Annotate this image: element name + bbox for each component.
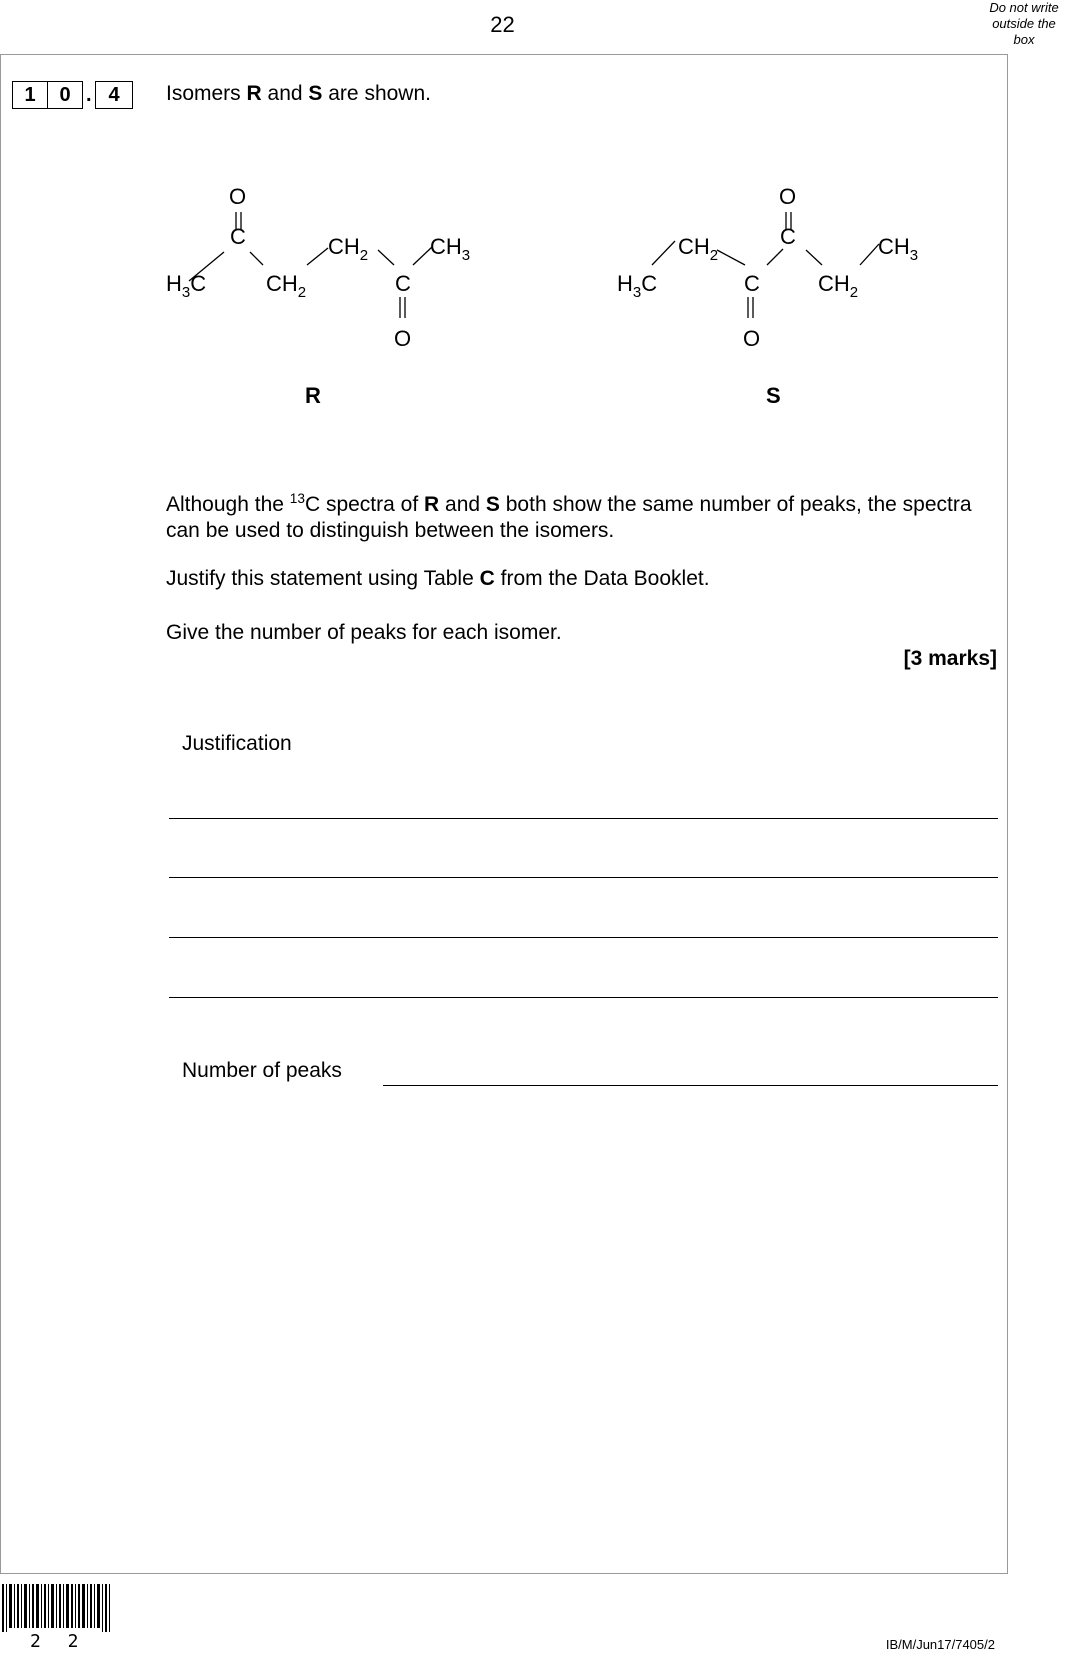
- r-methylene-1-sub: 2: [297, 284, 307, 301]
- intro-text-3: are shown.: [322, 82, 431, 105]
- margin-note-line-3: box: [1013, 32, 1035, 47]
- s-methyl-right: [878, 234, 918, 264]
- isomer-label-r: R: [305, 383, 321, 408]
- stem-text-1: Although the: [166, 493, 290, 516]
- stem-isomer-r: R: [424, 493, 440, 516]
- r-methylene-1-ch: CH: [266, 271, 298, 296]
- number-of-peaks-answer-line[interactable]: [383, 1085, 998, 1086]
- s-oxygen-bottom: O: [743, 326, 761, 351]
- r-carbonyl-carbon-1: C: [230, 224, 246, 249]
- question-number-box-3: 4: [95, 81, 133, 109]
- r-methyl-left-h: H: [166, 271, 182, 296]
- stem-text-2: C spectra of: [304, 493, 425, 516]
- s-methylene-2-ch: CH: [818, 271, 850, 296]
- r-oxygen-bottom: O: [394, 326, 412, 351]
- s-methyl-left-c: C: [641, 271, 658, 296]
- page-number: 22: [490, 12, 515, 37]
- isomer-structures: [0, 170, 1005, 410]
- justify-text-1: Justify this statement using Table: [166, 567, 480, 590]
- question-number-box-1: 1: [12, 81, 48, 109]
- s-methyl-right-sub: 3: [909, 247, 919, 264]
- intro-isomer-r: R: [246, 82, 262, 105]
- r-methyl-right-sub: 3: [461, 247, 471, 264]
- justify-instruction: [166, 566, 710, 592]
- question-intro: [166, 81, 431, 107]
- r-carbonyl-carbon-2: C: [395, 271, 411, 296]
- peaks-instruction: Give the number of peaks for each isomer.: [166, 621, 562, 644]
- r-methyl-right: [430, 234, 470, 264]
- stem-superscript: 13: [289, 491, 305, 506]
- s-oxygen-top: O: [779, 184, 797, 209]
- r-methylene-1: [266, 271, 306, 301]
- r-methyl-right-ch: CH: [430, 234, 462, 259]
- s-methylene-1-ch: CH: [678, 234, 710, 259]
- s-methyl-left-h: H: [617, 271, 633, 296]
- r-methylene-2: [328, 234, 368, 264]
- r-methyl-left-c: C: [190, 271, 207, 296]
- paper-reference-code: IB/M/Jun17/7405/2: [885, 1637, 995, 1652]
- bond-lines: [189, 212, 879, 318]
- answer-line-2[interactable]: [169, 877, 998, 878]
- answer-line-3[interactable]: [169, 937, 998, 938]
- s-methyl-left: [617, 271, 657, 301]
- r-methyl-left-sub: 3: [181, 284, 191, 301]
- s-carbonyl-carbon-1: C: [744, 271, 760, 296]
- s-methylene-2: [818, 271, 858, 301]
- justification-label: Justification: [182, 732, 292, 755]
- r-methylene-2-ch: CH: [328, 234, 360, 259]
- margin-note-line-1: Do not write: [989, 0, 1059, 15]
- question-number-box-2: 0: [47, 81, 83, 109]
- s-methylene-1-sub: 2: [709, 247, 719, 264]
- s-methylene-1: [678, 234, 718, 264]
- r-oxygen-top: O: [229, 184, 247, 209]
- s-carbonyl-carbon-2: C: [780, 224, 796, 249]
- answer-line-4[interactable]: [169, 997, 998, 998]
- s-methyl-left-sub: 3: [632, 284, 642, 301]
- intro-isomer-s: S: [308, 82, 323, 105]
- s-methyl-right-ch: CH: [878, 234, 910, 259]
- intro-text-2: and: [261, 82, 309, 105]
- intro-text-1: Isomers: [166, 82, 247, 105]
- r-methylene-2-sub: 2: [359, 247, 369, 264]
- justify-table-letter: C: [479, 567, 495, 590]
- marks-allocation: [3 marks]: [903, 647, 997, 670]
- r-methyl-left: [166, 271, 206, 301]
- stem-isomer-s: S: [485, 493, 500, 516]
- stem-text-4: both show the same number of peaks, the spectra can be used to distinguish between the isomers.: [166, 493, 972, 542]
- margin-note: [980, 0, 1068, 48]
- question-number-separator: .: [86, 84, 92, 106]
- s-methylene-2-sub: 2: [849, 284, 859, 301]
- barcode-image: [0, 1584, 115, 1632]
- stem-text-3: and: [439, 493, 486, 516]
- justify-text-2: from the Data Booklet.: [494, 567, 710, 590]
- barcode-digits: 2 2: [30, 1631, 87, 1652]
- margin-note-line-2: outside the: [992, 16, 1056, 31]
- answer-line-1[interactable]: [169, 818, 998, 819]
- number-of-peaks-label: Number of peaks: [182, 1059, 342, 1082]
- isomer-label-s: S: [766, 383, 781, 408]
- question-stem: [166, 486, 986, 544]
